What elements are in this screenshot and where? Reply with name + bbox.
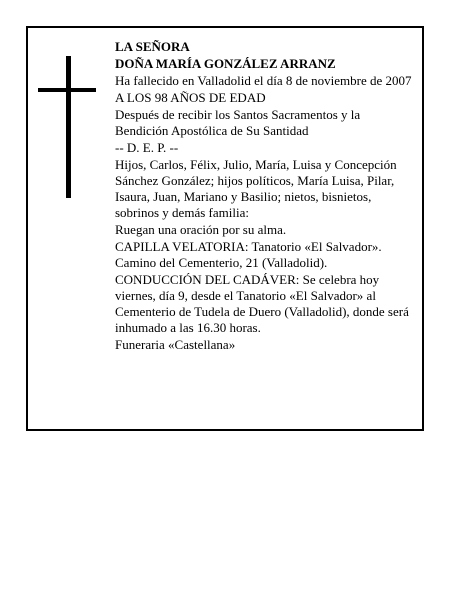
sacraments-line: Después de recibir los Santos Sacramentos y la Bendición Apostólica de Su Santidad — [115, 107, 361, 138]
deceased-name: DOÑA MARÍA GONZÁLEZ ARRANZ — [115, 56, 336, 71]
chapel-info: CAPILLA VELATORIA: Tanatorio «El Salvador». Camino del Cementerio, 21 (Valladolid). — [115, 239, 382, 270]
procession-info: CONDUCCIÓN DEL CADÁVER: Se celebra hoy viernes, día 9, desde el Tanatorio «El Salvador» al Cementerio de Tudela de Duero (Valladolid), donde será inhumado a las 16.30 horas. — [115, 272, 409, 335]
family-list: Hijos, Carlos, Félix, Julio, María, Luisa y Concepción Sánchez González; hijos políticos, María Luisa, Pilar, Isaura, Juan, Mariano y Basilio; nietos, bisnietos, sobrinos y demás familia: — [115, 157, 397, 220]
cross-horizontal-bar — [38, 88, 96, 92]
notice-heading-line1: LA SEÑORA — [115, 39, 190, 54]
cross-vertical-bar — [66, 56, 71, 198]
prayer-request: Ruegan una oración por su alma. — [115, 222, 287, 237]
rip-line: -- D. E. P. -- — [115, 140, 179, 155]
latin-cross-icon — [38, 56, 96, 198]
funeral-home: Funeraria «Castellana» — [115, 337, 236, 352]
age-line: A LOS 98 AÑOS DE EDAD — [115, 90, 266, 105]
death-info: Ha fallecido en Valladolid el día 8 de noviembre de 2007 — [115, 73, 412, 88]
notice-text-block — [115, 39, 415, 354]
obituary-notice — [26, 26, 424, 431]
